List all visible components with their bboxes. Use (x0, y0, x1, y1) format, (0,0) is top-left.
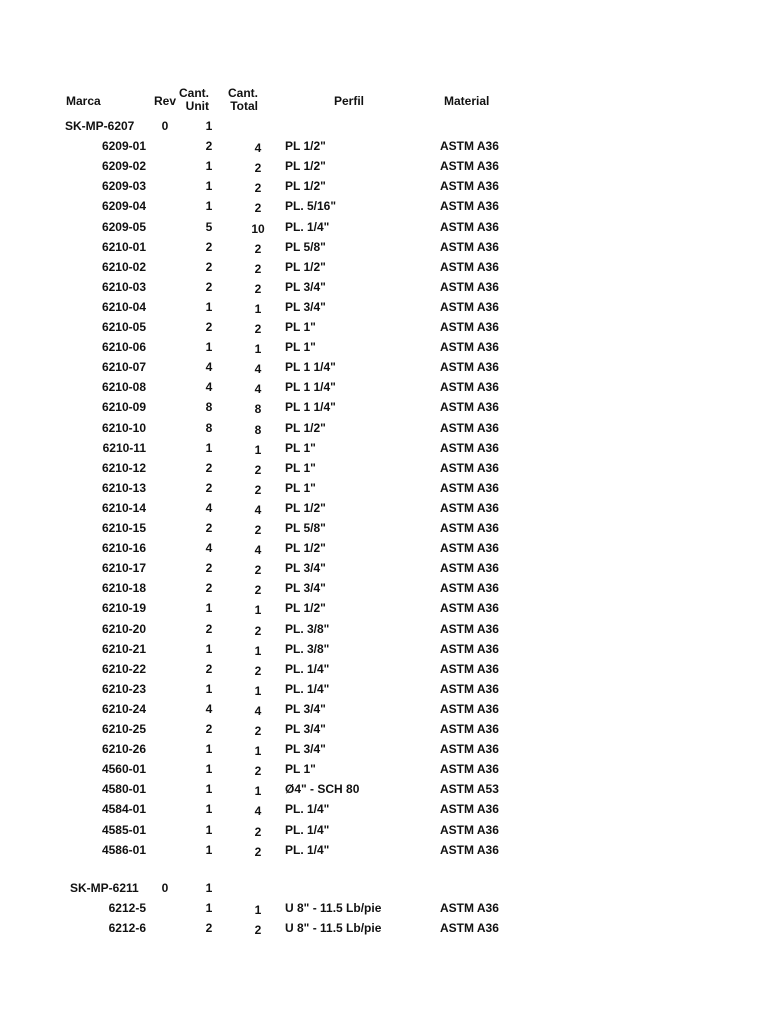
row-cant-unit: 1 (205, 742, 213, 757)
row-marca: 4560-01 (101, 762, 146, 777)
row-perfil: PL 1" (285, 460, 316, 475)
row-material: ASTM A36 (440, 500, 499, 515)
row-perfil: PL 5/8" (285, 521, 326, 535)
row-material: ASTM A36 (440, 340, 499, 355)
header-cant-total-line2: Total (230, 99, 258, 113)
row-cant-total: 4 (254, 543, 262, 558)
header-cant-unit-line2: Unit (185, 99, 209, 113)
row-material: ASTM A36 (440, 641, 499, 656)
row-cant-unit: 2 (205, 921, 213, 936)
row-perfil: PL. 1/4" (285, 822, 330, 837)
row-cant-unit: 5 (205, 219, 213, 234)
row-perfil: PL 1 1/4" (285, 400, 336, 415)
row-cant-unit: 2 (205, 661, 213, 676)
row-cant-unit: 8 (205, 400, 213, 415)
row-cant-unit: 2 (205, 320, 213, 334)
row-marca: 6210-08 (101, 380, 146, 395)
row-cant-total: 8 (254, 422, 262, 437)
row-material: ASTM A36 (440, 179, 499, 194)
row-marca: 6210-12 (101, 460, 146, 475)
row-marca: 4585-01 (101, 822, 146, 837)
row-perfil: PL 3/4" (285, 561, 326, 576)
row-perfil: PL 5/8" (285, 239, 326, 254)
row-perfil: Ø4" - SCH 80 (285, 782, 360, 797)
row-material: ASTM A36 (440, 480, 499, 495)
row-marca: 6209-04 (101, 199, 146, 214)
row-marca: 4580-01 (101, 782, 146, 797)
row-cant-total: 2 (254, 261, 262, 276)
row-cant-unit: 4 (205, 380, 213, 395)
row-perfil: PL. 3/8" (285, 621, 330, 636)
row-material: ASTM A36 (440, 219, 499, 234)
row-material: ASTM A36 (440, 320, 499, 334)
row-marca: 4586-01 (101, 842, 146, 857)
row-material: ASTM A36 (440, 521, 499, 535)
row-marca: 6210-17 (101, 561, 146, 576)
row-cant-unit: 1 (205, 440, 213, 455)
row-cant-total: 2 (254, 563, 262, 578)
group-cant-unit: 1 (205, 881, 213, 895)
row-material: ASTM A36 (440, 601, 499, 616)
row-perfil: PL 3/4" (285, 742, 326, 757)
group-rev: 0 (161, 881, 169, 895)
row-material: ASTM A36 (440, 299, 499, 314)
row-perfil: PL. 1/4" (285, 681, 330, 696)
row-material: ASTM A36 (440, 380, 499, 395)
row-perfil: PL 1/2" (285, 159, 326, 174)
row-marca: 6209-02 (101, 159, 146, 174)
row-perfil: PL 1/2" (285, 500, 326, 515)
row-cant-unit: 2 (205, 621, 213, 636)
row-marca: 6210-16 (101, 541, 146, 556)
row-material: ASTM A36 (440, 722, 499, 736)
row-cant-unit: 2 (205, 480, 213, 495)
row-marca: 6210-01 (101, 239, 146, 254)
row-material: ASTM A36 (440, 581, 499, 596)
row-cant-total: 1 (254, 903, 262, 918)
row-cant-unit: 2 (205, 460, 213, 475)
row-cant-total: 2 (254, 322, 262, 336)
row-perfil: PL 1 1/4" (285, 360, 336, 375)
row-perfil: PL 1/2" (285, 179, 326, 194)
row-perfil: PL. 1/4" (285, 219, 330, 234)
row-marca: 6210-19 (101, 601, 146, 616)
row-cant-unit: 1 (205, 601, 213, 616)
row-perfil: PL 1" (285, 762, 316, 777)
row-cant-unit: 4 (205, 701, 213, 716)
header-marca: Marca (66, 94, 101, 108)
row-material: ASTM A36 (440, 621, 499, 636)
row-material: ASTM A36 (440, 742, 499, 757)
row-perfil: PL 1" (285, 340, 316, 355)
row-material: ASTM A36 (440, 360, 499, 375)
row-cant-unit: 2 (205, 239, 213, 254)
row-marca: 6212-5 (108, 901, 146, 916)
row-cant-total: 1 (254, 442, 262, 457)
row-cant-total: 2 (254, 482, 262, 497)
row-perfil: PL 1/2" (285, 541, 326, 556)
row-marca: 6210-15 (101, 521, 146, 535)
row-cant-unit: 1 (205, 822, 213, 837)
row-material: ASTM A36 (440, 901, 499, 916)
row-marca: 6210-11 (102, 440, 146, 455)
row-material: ASTM A36 (440, 400, 499, 415)
row-perfil: PL 1" (285, 480, 316, 495)
row-cant-unit: 1 (205, 299, 213, 314)
row-cant-total: 1 (254, 744, 262, 759)
row-cant-total: 2 (254, 844, 262, 859)
row-material: ASTM A36 (440, 139, 499, 154)
row-cant-total: 4 (254, 362, 262, 377)
row-marca: 6210-18 (101, 581, 146, 596)
row-cant-total: 1 (254, 784, 262, 799)
row-cant-unit: 2 (205, 521, 213, 535)
row-cant-unit: 4 (205, 360, 213, 375)
row-cant-total: 2 (254, 583, 262, 598)
row-material: ASTM A36 (440, 420, 499, 435)
row-cant-unit: 2 (205, 722, 213, 736)
row-perfil: PL 1 1/4" (285, 380, 336, 395)
row-cant-unit: 1 (205, 340, 213, 355)
row-material: ASTM A36 (440, 561, 499, 576)
row-marca: 6210-10 (101, 420, 146, 435)
row-cant-total: 2 (254, 161, 262, 176)
row-material: ASTM A36 (440, 279, 499, 294)
row-cant-total: 1 (254, 301, 262, 316)
row-cant-unit: 1 (205, 842, 213, 857)
row-perfil: U 8" - 11.5 Lb/pie (285, 921, 382, 936)
row-cant-total: 2 (254, 462, 262, 477)
row-perfil: PL 3/4" (285, 722, 326, 736)
row-cant-total: 1 (254, 342, 262, 357)
row-marca: 6210-02 (101, 259, 146, 274)
row-marca: 6209-05 (101, 219, 146, 234)
row-cant-unit: 1 (205, 782, 213, 797)
row-material: ASTM A36 (440, 159, 499, 174)
row-cant-total: 2 (254, 241, 262, 256)
row-perfil: PL 3/4" (285, 701, 326, 716)
row-perfil: PL 1/2" (285, 139, 326, 154)
row-marca: 6210-13 (101, 480, 146, 495)
row-material: ASTM A36 (440, 259, 499, 274)
header-rev: Rev (153, 94, 177, 108)
row-perfil: PL 1" (285, 320, 316, 334)
row-cant-unit: 1 (205, 681, 213, 696)
row-marca: 6210-06 (101, 340, 146, 355)
row-cant-total: 1 (254, 643, 262, 658)
row-perfil: PL 3/4" (285, 299, 326, 314)
row-perfil: PL 3/4" (285, 279, 326, 294)
row-material: ASTM A36 (440, 921, 499, 936)
row-marca: 6210-09 (101, 400, 146, 415)
group-cant-unit: 1 (205, 119, 213, 133)
row-perfil: PL. 5/16" (285, 199, 337, 214)
row-perfil: PL. 1/4" (285, 661, 330, 676)
row-cant-total: 4 (254, 141, 262, 156)
row-cant-total: 2 (254, 281, 262, 296)
row-perfil: PL. 1/4" (285, 802, 330, 817)
row-cant-total: 4 (254, 804, 262, 819)
row-material: ASTM A36 (440, 762, 499, 777)
row-material: ASTM A36 (440, 661, 499, 676)
row-material: ASTM A36 (440, 802, 499, 817)
row-cant-unit: 1 (205, 901, 213, 916)
row-cant-unit: 1 (205, 641, 213, 656)
row-cant-total: 1 (254, 603, 262, 618)
header-cant-unit-line1: Cant. (179, 86, 209, 100)
row-perfil: PL. 1/4" (285, 842, 330, 857)
row-cant-unit: 8 (205, 420, 213, 435)
row-cant-unit: 2 (205, 581, 213, 596)
row-cant-total: 2 (254, 623, 262, 638)
row-cant-unit: 4 (205, 541, 213, 556)
row-marca: 6210-07 (101, 360, 146, 375)
header-cant-total (228, 86, 273, 113)
row-perfil: PL 1/2" (285, 601, 326, 616)
row-material: ASTM A36 (440, 239, 499, 254)
row-cant-total: 2 (254, 724, 262, 738)
row-cant-unit: 1 (205, 179, 213, 194)
row-cant-unit: 2 (205, 561, 213, 576)
row-marca: 6210-23 (101, 681, 146, 696)
row-marca: 6210-21 (101, 641, 146, 656)
row-cant-total: 2 (254, 824, 262, 839)
row-cant-total: 4 (254, 703, 262, 718)
row-perfil: U 8" - 11.5 Lb/pie (285, 901, 382, 916)
row-cant-total: 4 (254, 502, 262, 517)
row-cant-total: 2 (254, 923, 262, 938)
row-marca: 6210-25 (101, 722, 146, 736)
row-cant-unit: 1 (205, 199, 213, 214)
group-marca: SK-MP-6207 (65, 119, 135, 133)
row-material: ASTM A36 (440, 440, 499, 455)
row-marca: 6210-26 (101, 742, 146, 757)
row-marca: 6210-22 (101, 661, 146, 676)
header-cant-total-line1: Cant. (228, 86, 258, 100)
row-cant-unit: 2 (205, 279, 213, 294)
row-cant-total: 1 (254, 683, 262, 698)
row-cant-total: 8 (254, 402, 262, 417)
row-material: ASTM A36 (440, 681, 499, 696)
row-material: ASTM A53 (440, 782, 499, 797)
row-marca: 6209-03 (101, 179, 146, 194)
row-cant-total: 4 (254, 382, 262, 397)
row-marca: 6210-03 (101, 279, 146, 294)
row-material: ASTM A36 (440, 541, 499, 556)
row-cant-unit: 2 (205, 259, 213, 274)
row-cant-total: 2 (254, 764, 262, 779)
row-cant-unit: 1 (205, 762, 213, 777)
row-material: ASTM A36 (440, 199, 499, 214)
row-material: ASTM A36 (440, 460, 499, 475)
row-perfil: PL 1/2" (285, 259, 326, 274)
row-cant-total: 2 (254, 523, 262, 537)
row-cant-unit: 4 (205, 500, 213, 515)
row-cant-total: 2 (254, 663, 262, 678)
row-marca: 6210-24 (101, 701, 146, 716)
header-material: Material (444, 94, 490, 108)
row-marca: 6210-04 (101, 299, 146, 314)
row-cant-total: 10 (251, 221, 265, 236)
row-marca: 6210-05 (101, 320, 146, 334)
row-marca: 6212-6 (108, 921, 146, 936)
header-cant-unit (179, 86, 224, 113)
row-cant-unit: 1 (205, 159, 213, 174)
row-marca: 6210-14 (101, 500, 146, 515)
row-cant-total: 2 (254, 201, 262, 216)
row-material: ASTM A36 (440, 822, 499, 837)
row-cant-total: 2 (254, 181, 262, 196)
row-cant-unit: 2 (205, 139, 213, 154)
row-cant-unit: 1 (205, 802, 213, 817)
row-material: ASTM A36 (440, 701, 499, 716)
header-perfil: Perfil (334, 94, 365, 108)
group-marca: SK-MP-6211 (70, 881, 139, 895)
row-marca: 6210-20 (101, 621, 146, 636)
row-marca: 6209-01 (101, 139, 146, 154)
row-perfil: PL. 3/8" (285, 641, 330, 656)
group-rev: 0 (161, 119, 169, 133)
row-perfil: PL 1/2" (285, 420, 326, 435)
row-marca: 4584-01 (101, 802, 146, 817)
row-material: ASTM A36 (440, 842, 499, 857)
row-perfil: PL 3/4" (285, 581, 326, 596)
row-perfil: PL 1" (285, 440, 316, 455)
